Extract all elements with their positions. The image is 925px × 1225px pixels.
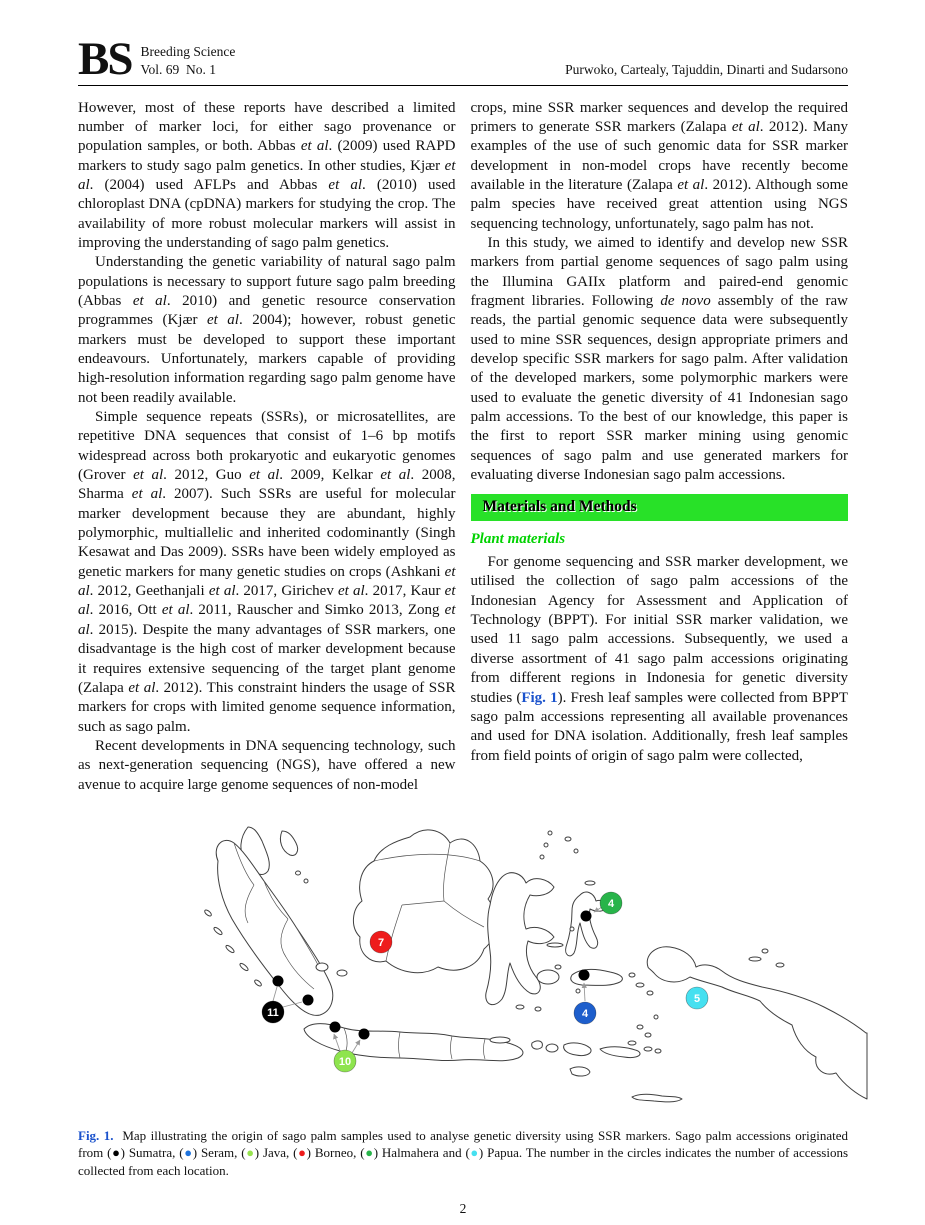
body-paragraph: In this study, we aimed to identify and develop new SSR markers from partial genome sequences of sago palm using the Illumina GAIIx platform and paired-end genomic fragment libraries. Following de novo assembly of the raw reads, the partial genomic sequence data were subsequently used to mine SSR sequences, design appropriate primers and develop specific SSR markers for sago palm. After validation of the developed markers, some polymorphic markers were used to evaluate the genetic diversity of 41 Indonesian sago palm accessions. To the best of our knowledge, this paper is the first to report SSR marker mining using genomic sequences of sago palm and use generated markers for evaluating diverse Indonesian sago palm accessions. <box>470 234 848 484</box>
accession-count-label: 11 <box>267 1006 279 1019</box>
section-header-materials-and-methods <box>471 494 849 520</box>
running-head-authors: Purwoko, Cartealy, Tajuddin, Dinarti and Sudarsono <box>565 61 848 77</box>
accession-count-label: 10 <box>338 1055 352 1068</box>
page-number: 2 <box>459 1200 467 1216</box>
subsection-title-plant-materials: Plant materials <box>470 530 566 547</box>
body-paragraph: Understanding the genetic variability of natural sago palm populations is necessary to support future sago palm breeding (Abbas et al. 2010) and genetic resource conservation programmes (Kjær et al. 2004); however, robust genetic markers must be developed to support these important endeavours. Unfortunately, markers capable of providing high-resolution information regarding sago palm genome have not been readily available. <box>78 254 456 406</box>
connector-line <box>584 983 585 1001</box>
section-title: Materials and Methods <box>482 498 637 516</box>
body-paragraph: Recent developments in DNA sequencing technology, such as next-generation sequencing (NGS), have offered a new avenue to acquire large genome sequences of non-model <box>78 737 456 793</box>
sample-location-dot <box>303 994 314 1005</box>
page-header <box>78 33 848 86</box>
figure-reference-link[interactable]: Fig. 1 <box>521 689 558 706</box>
island-outlines <box>204 827 867 1102</box>
accession-count-label: 4 <box>607 897 615 910</box>
accession-count-label: 5 <box>693 992 701 1005</box>
connector-line <box>273 987 277 1001</box>
accession-count-label: 7 <box>377 936 385 949</box>
indonesia-map <box>170 817 870 1117</box>
sample-location-dot <box>330 1021 341 1032</box>
journal-volume: Vol. 69 No. 1 <box>140 61 217 77</box>
body-paragraph: Simple sequence repeats (SSRs), or microsatellites, are repetitive DNA sequences that consist of 1–6 bp motifs widespread across both prokaryotic and eukaryotic genomes (Grover et al. 2012, Guo et al. 2009, Kelkar et al. 2008, Sharma et al. 2007). Such SSRs are useful for molecular marker development because they are abundant, highly polymorphic, multiallelic and inherited codominantly (Singh Kesawat and Das 2009). SSRs have been widely employed as genetic markers for many genetic studies on crops (Ashkani et al. 2012, Geethanjali et al. 2017, Girichev et al. 2017, Kaur et al. 2016, Ott et al. 2011, Rauscher and Simko 2013, Zong et al. 2015). Despite the many advantages of SSR markers, one disadvantage is the high cost of marker development because it requires extensive sequencing of the target plant genome (Zalapa et al. 2012). This constraint hinders the usage of SSR markers for crops with limited genome sequence information, such as sago palm. <box>78 409 456 735</box>
body-paragraph: However, most of these reports have described a limited number of marker loci, for either sago provenance or population samples, or both. Abbas et al. (2009) used RAPD markers to study sago palm genetics. In other studies, Kjær et al. (2004) used AFLPs and Abbas et al. (2010) used chloroplast DNA (cpDNA) markers for studying the crop. The availability of more robust molecular markers will assist in improving the understanding of sago palm genetics. <box>78 99 456 251</box>
body-paragraph: For genome sequencing and SSR marker development, we utilised the collection of sago palm accessions of the Indonesian Agency for Assessment and Application of Technology (BPPT). For initial SSR marker validation, we used 11 sago palm accessions. Subsequently, we used a diverse assortment of 41 sago palm accessions originating from different regions in Indonesia for genetic diversity studies (Fig. 1). Fresh leaf samples were collected from BPPT sago palm accessions representing all available provenances and used for DNA isolation. Additionally, fresh leaf samples from field points of origin of sago palm were collected, <box>470 554 848 764</box>
sample-location-dot <box>579 969 590 980</box>
sample-location-dot <box>273 975 284 986</box>
right-column <box>471 99 849 795</box>
body-columns <box>78 99 848 795</box>
sample-location-dot <box>581 910 592 921</box>
figure-1-map <box>170 817 870 1117</box>
journal-logo: BS <box>78 33 132 85</box>
body-paragraph: crops, mine SSR marker sequences and develop the required primers to generate SSR markers (Zalapa et al. 2012). Many examples of the use of such genomic data for SSR marker development in non-model crops have recently become available in the literature (Zalapa et al. 2012). Although some palm species have received great attention using NGS sequencing technology, unfortunately, sago palm has not. <box>470 99 849 232</box>
accession-count-label: 4 <box>581 1007 589 1020</box>
sample-location-dot <box>359 1028 370 1039</box>
figure-1-caption: Fig. 1. Map illustrating the origin of sago palm samples used to analyse genetic diversity using SSR markers. Sago palm accessions originated from (●) Sumatra, (●) Seram, (●) Java, (●) Borneo, (●) Halmahera and (●) Papua. The number in the circles indicates the number of accessions collected from each location. <box>78 1127 849 1178</box>
left-column <box>78 99 456 795</box>
figure-reference-link[interactable]: Fig. 1. <box>78 1127 114 1143</box>
journal-title: Breeding Science <box>140 44 236 59</box>
